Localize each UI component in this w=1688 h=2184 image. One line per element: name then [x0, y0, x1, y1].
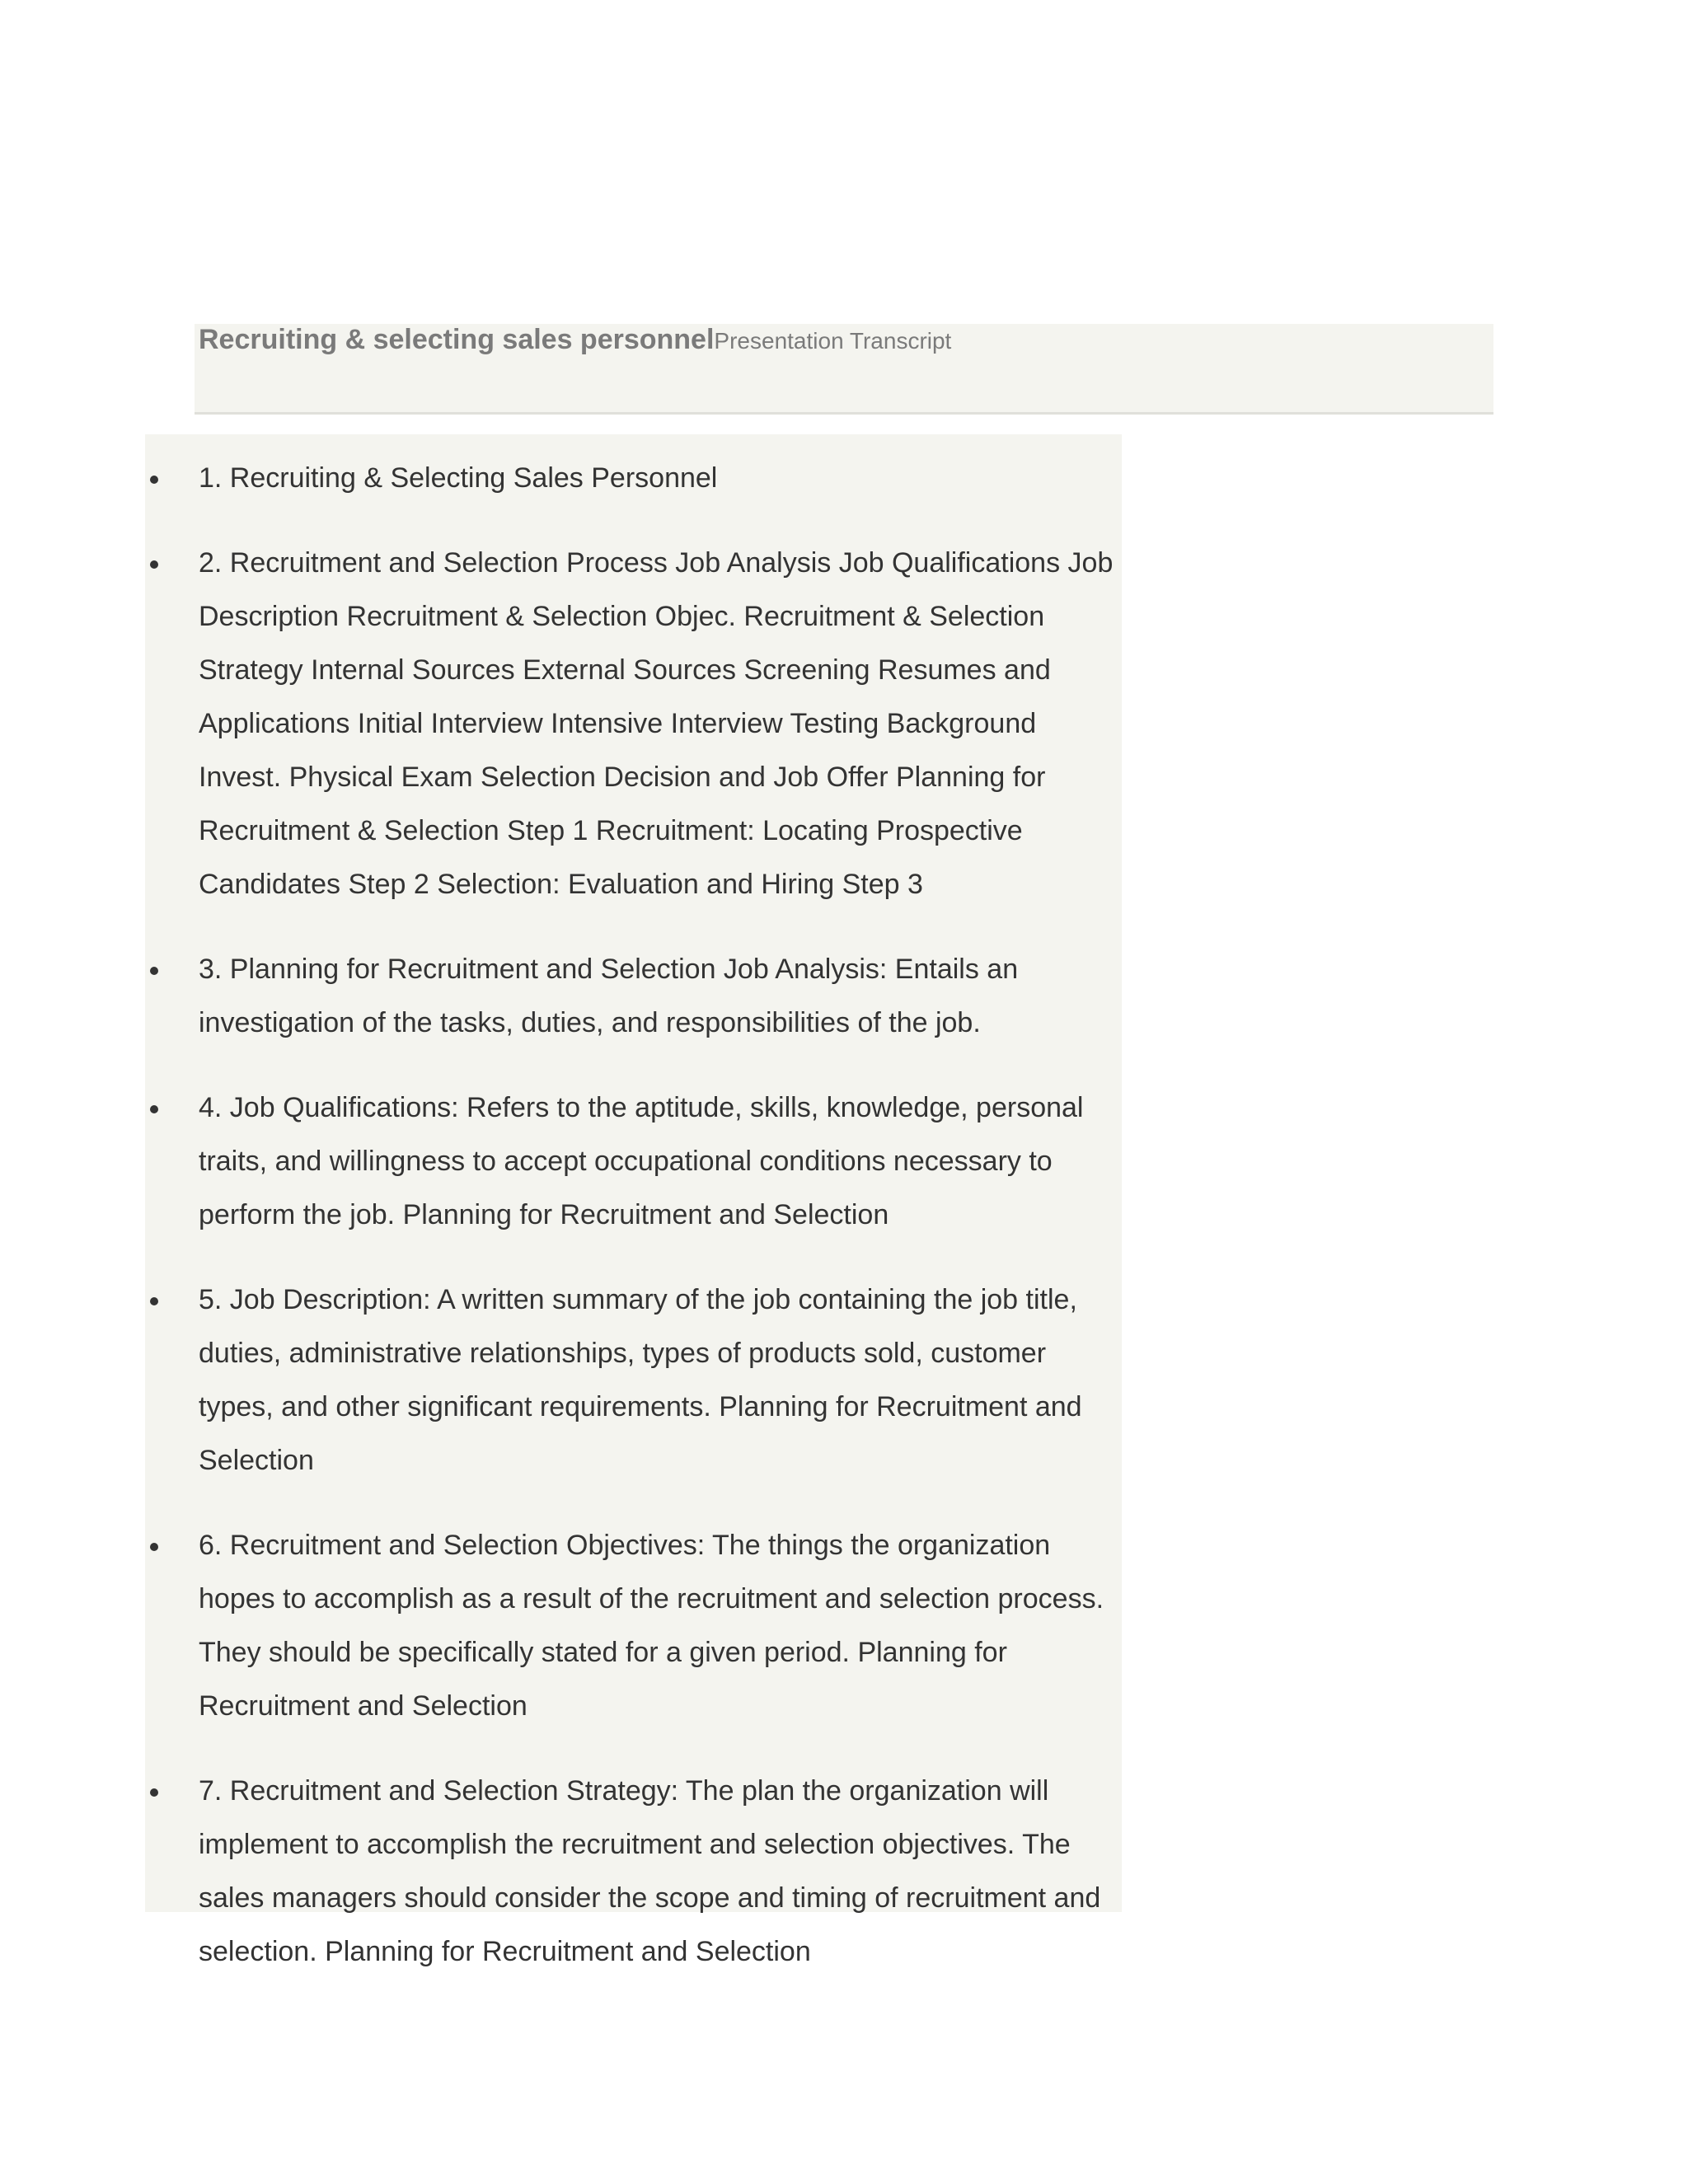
list-item	[145, 1081, 1122, 1242]
list-item-text: 4. Job Qualifications: Refers to the aptitude, skills, knowledge, personal traits, and willingness to accept occupational conditions necessary to perform the job. Planning for Recruitment and Selection	[199, 1092, 1084, 1230]
transcript-panel	[145, 434, 1122, 1967]
transcript-list	[145, 452, 1122, 2010]
bullet-icon	[150, 1105, 158, 1113]
list-item-text: 5. Job Description: A written summary of the job containing the job title, duties, administrative relationships, types of products sold, customer types, and other significant requirements. Planning for Recruitment and Selection	[199, 1284, 1082, 1476]
list-item	[145, 1519, 1122, 1733]
list-item	[145, 1273, 1122, 1488]
list-item-text: 1. Recruiting & Selecting Sales Personnel	[199, 462, 718, 494]
bullet-icon	[150, 560, 158, 569]
bullet-icon	[150, 1788, 158, 1797]
list-item	[145, 452, 1122, 505]
page-subtitle: Presentation Transcript	[714, 328, 952, 354]
page-title: Recruiting & selecting sales personnel	[199, 324, 715, 355]
list-item-text: 6. Recruitment and Selection Objectives: The things the organization hopes to accomplish as a result of the recruitment and selection process. They should be specifically stated for a given period. Planning for Recruitment and Selection	[199, 1530, 1104, 1722]
list-item	[145, 1765, 1122, 1979]
header-title-line	[199, 324, 951, 356]
page-header	[195, 324, 1493, 415]
list-item-text: 2. Recruitment and Selection Process Job Analysis Job Qualifications Job Description Recruitment & Selection Objec. Recruitment & Selection Strategy Internal Sources External Sources Screening Resumes and Applications Initial Interview Intensive Interview Testing Background Invest. Physical Exam Selection Decision and Job Offer Planning for Recruitment & Selection Step 1 Recruitment: Locating Prospective Candidates Step 2 Selection: Evaluation and Hiring Step 3	[199, 547, 1114, 900]
list-item-text: 3. Planning for Recruitment and Selection Job Analysis: Entails an investigation of the tasks, duties, and responsibilities of the job.	[199, 954, 1019, 1038]
list-item	[145, 943, 1122, 1050]
bullet-icon	[150, 476, 158, 484]
bullet-icon	[150, 1297, 158, 1305]
bullet-icon	[150, 1543, 158, 1551]
bullet-icon	[150, 967, 158, 975]
list-item-text: 7. Recruitment and Selection Strategy: The plan the organization will implement to accomplish the recruitment and selection objectives. The sales managers should consider the scope and timing of recruitment and selection. Planning for Recruitment and Selection	[199, 1775, 1101, 1967]
list-item	[145, 537, 1122, 912]
